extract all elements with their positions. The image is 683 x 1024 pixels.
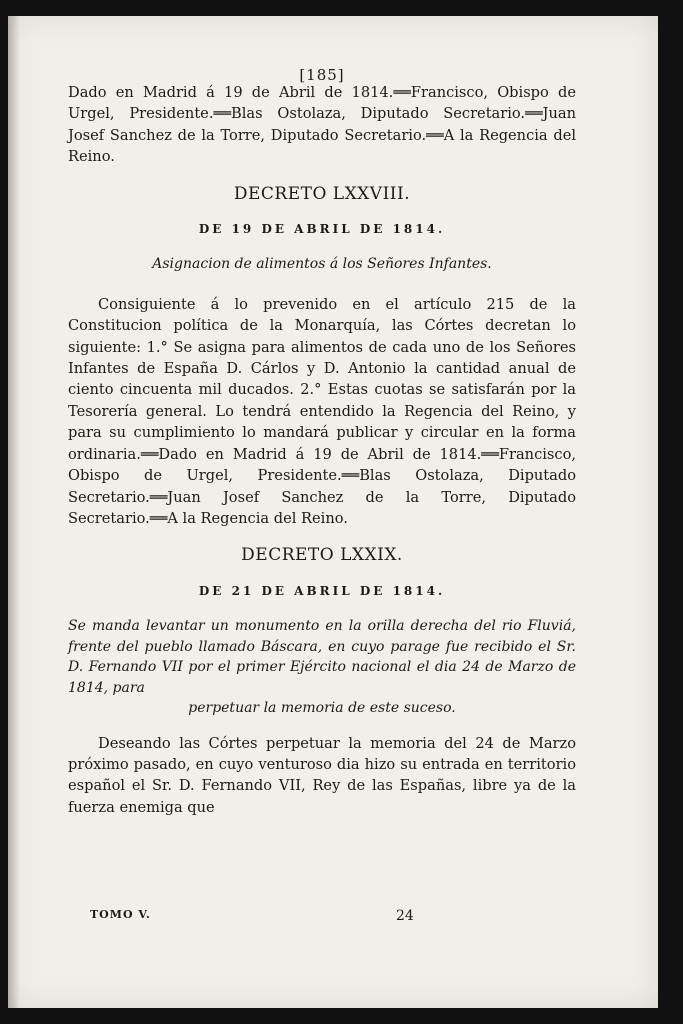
decree-78-summary: Asignacion de alimentos á los Señores Infantes. bbox=[152, 256, 492, 273]
decree-79-body: Deseando las Córtes perpetuar la memoria del 24 de Marzo próximo pasado, en cuyo venturoso dia hizo su entrada en territorio español el Sr. D. Fernando VII, Rey de las Españas, libre ya de la fuerza enemiga que bbox=[68, 734, 576, 816]
paper-sheet bbox=[8, 16, 658, 1008]
decree-78-body: Consiguiente á lo prevenido en el artículo 215 de la Constitucion política de la Monarquía, las Córtes decretan lo siguiente: 1.° Se asigna para alimentos de cada uno de los Señores Infantes de España D. Cárlos y D. Antonio la cantidad anual de ciento cincuenta mil ducados. 2.° Estas cuotas se satisfarán por la Tesorería general. Lo tendrá entendido la Regencia del Reino, y para su cumplimiento lo mandará publicar y circular en la forma ordinaria.══Dado en Madrid á 19 de Abril de 1814.══Francisco, Obispo de Urgel, Presidente.══Blas Ostolaza, Diputado Secretario.══Juan Josef Sanchez de la Torre, Diputado Secretario.══A la Regencia del Reino. bbox=[68, 295, 576, 527]
previous-decree-closing: Dado en Madrid á 19 de Abril de 1814.══Francisco, Obispo de Urgel, Presidente.══Blas Ostolaza, Diputado Secretario.══Juan Josef Sanchez de la Torre, Diputado Secretario.══A la Regencia del Reino. bbox=[68, 84, 576, 166]
decree-78-dateline: DE 19 DE ABRIL DE 1814. bbox=[198, 222, 446, 237]
sheet-number: 24 bbox=[396, 908, 414, 924]
text-block bbox=[68, 66, 576, 818]
volume-signature: TOMO V. bbox=[90, 908, 151, 921]
folio-number: [185] bbox=[299, 66, 345, 84]
decree-78-title: DECRETO LXXVIII. bbox=[233, 183, 411, 204]
decree-79-title: DECRETO LXXIX. bbox=[241, 545, 403, 566]
decree-79-summary-main: Se manda levantar un monumento en la orilla derecha del rio Fluviá, frente del pueblo llamado Báscara, en cuyo parage fue recibido el Sr. D. Fernando VII por el primer Ejército nacional el dia 24 de Marzo de 1814, para bbox=[68, 618, 576, 696]
decree-79-summary bbox=[68, 616, 576, 719]
decree-79-summary-last: perpetuar la memoria de este suceso. bbox=[188, 700, 456, 717]
decree-79-dateline: DE 21 DE ABRIL DE 1814. bbox=[198, 583, 446, 598]
